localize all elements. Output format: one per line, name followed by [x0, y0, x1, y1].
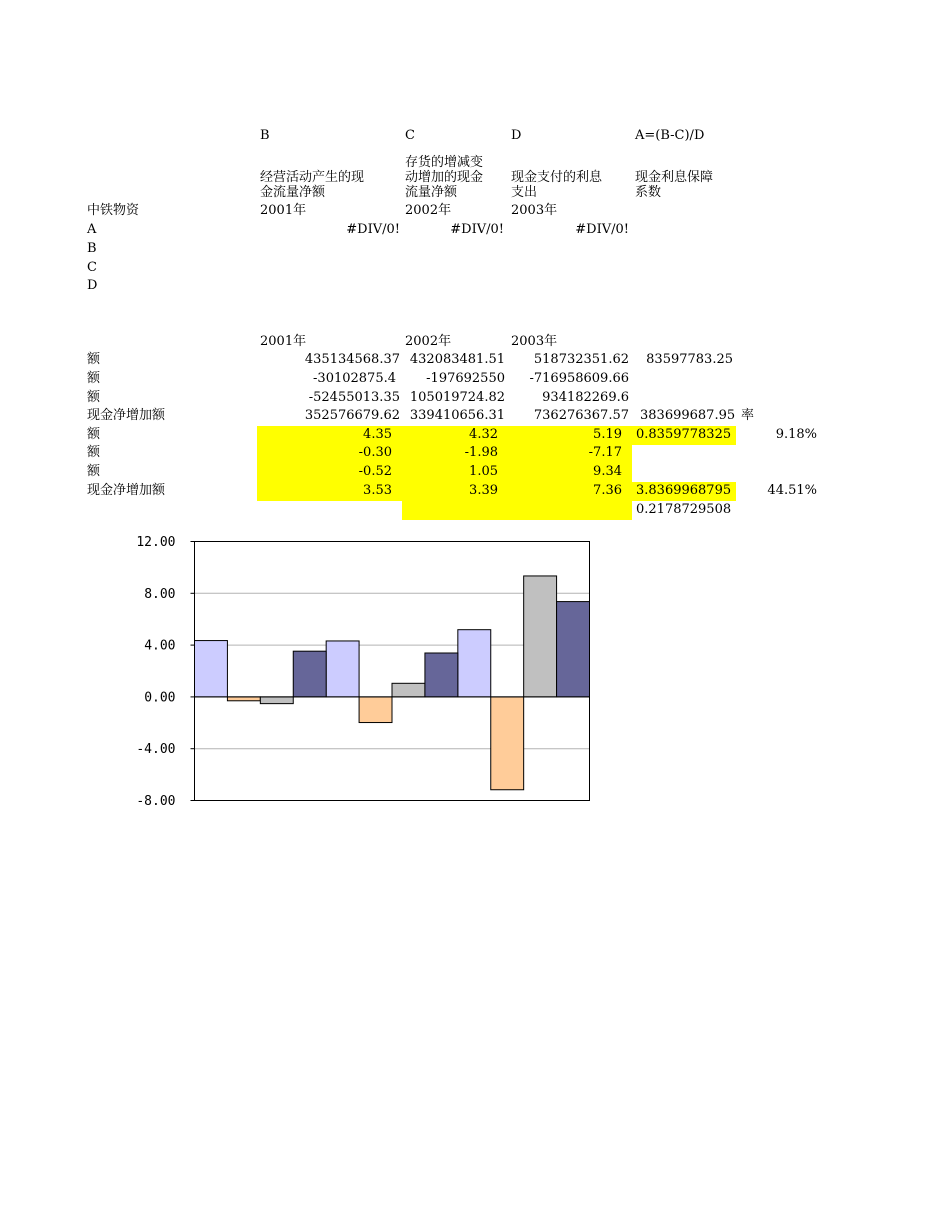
table3-row1-label: 额: [87, 427, 101, 442]
table2-row1-2001: 435134568.37: [304, 352, 400, 367]
row-label-d: D: [87, 278, 98, 293]
col-desc-b: 经营活动产生的现 金流量净额: [260, 170, 365, 200]
table3-row1-2002: 4.32: [469, 427, 498, 442]
row-a-value-2003: #DIV/0!: [575, 222, 629, 237]
table2-row4-2003: 736276367.57: [533, 408, 629, 423]
table3-row3-2002: 1.05: [469, 464, 498, 479]
row-label-c: C: [87, 260, 97, 275]
bar-series-4-2001年: [293, 651, 326, 697]
bar-series-3-2003年: [524, 576, 557, 697]
chart-y-axis: [136, 535, 194, 809]
row-label-b: B: [87, 241, 97, 256]
company-name: 中铁物资: [87, 203, 140, 218]
table2-year-2002: 2002年: [405, 334, 452, 349]
col-desc-c: 存货的增减变 动增加的现金 流量净额: [405, 155, 484, 200]
table3-row4-label: 现金净增加额: [87, 483, 166, 498]
table3-extra-value: 0.2178729508: [636, 502, 732, 517]
table1-year-2001: 2001年: [260, 203, 307, 218]
table2-row4-2002: 339410656.31: [409, 408, 505, 423]
table3-row1-2001: 4.35: [363, 427, 392, 442]
table2-row3-label: 额: [87, 390, 101, 405]
y-tick-label: 8.00: [144, 586, 176, 602]
bar-series-1-2003年: [458, 630, 491, 697]
table2-row2-label: 额: [87, 371, 101, 386]
table2-row4-label: 现金净增加额: [87, 408, 166, 423]
col-letter-c: C: [405, 128, 415, 143]
col-letter-d: D: [511, 128, 522, 143]
y-tick-label: 0.00: [144, 690, 176, 706]
table2-row2-2002: -197692550: [426, 371, 505, 386]
table3-row4-2002: 3.39: [469, 483, 498, 498]
row-a-value-2001: #DIV/0!: [346, 222, 400, 237]
y-tick-label: -8.00: [136, 794, 176, 809]
table3-row3-label: 额: [87, 464, 101, 479]
chart-bars: [195, 576, 590, 790]
row-label-a: A: [87, 222, 97, 237]
table2-row1-2002: 432083481.51: [409, 352, 505, 367]
table3-row4-ratio: 3.8369968795: [636, 483, 732, 498]
bar-series-1-2002年: [326, 641, 359, 697]
table2-row1-label: 额: [87, 352, 101, 367]
table2-row4-2001: 352576679.62: [304, 408, 400, 423]
table3-row1-2003: 5.19: [593, 427, 622, 442]
table2-row2-2003: -716958609.66: [529, 371, 629, 386]
bar-series-1-2001年: [195, 641, 228, 697]
row-a-value-2002: #DIV/0!: [450, 222, 504, 237]
table2-row1-total: 83597783.25: [646, 352, 733, 367]
table2-row2-2001: -30102875.4: [313, 371, 396, 386]
table3-row1-ratio: 0.8359778325: [636, 427, 732, 442]
bar-series-4-2002年: [425, 653, 458, 697]
y-tick-label: 4.00: [144, 638, 176, 654]
y-tick-label: 12.00: [136, 535, 176, 550]
bar-series-2-2003年: [491, 697, 524, 790]
table3-row4-pct: 44.51%: [767, 483, 817, 498]
table1-year-2003: 2003年: [511, 203, 558, 218]
table3-row2-label: 额: [87, 445, 101, 460]
table2-row4-extra: 率: [741, 408, 755, 423]
bar-series-4-2003年: [557, 602, 590, 697]
table2-year-2003: 2003年: [511, 334, 558, 349]
table3-row2-2002: -1.98: [464, 445, 498, 460]
table2-year-2001: 2001年: [260, 334, 307, 349]
bar-series-3-2001年: [260, 697, 293, 704]
table2-row3-2001: -52455013.35: [308, 390, 400, 405]
table3-row3-2003: 9.34: [593, 464, 622, 479]
table2-row1-2003: 518732351.62: [533, 352, 629, 367]
table3-row3-2001: -0.52: [358, 464, 392, 479]
col-letter-a-formula: A=(B-C)/D: [635, 128, 705, 143]
table3-row4-2001: 3.53: [363, 483, 392, 498]
col-letter-b: B: [260, 128, 270, 143]
bar-series-2-2002年: [359, 697, 392, 723]
table2-row3-2002: 105019724.82: [409, 390, 505, 405]
table3-row2-2001: -0.30: [358, 445, 392, 460]
table2-row4-total: 383699687.95: [640, 408, 736, 423]
bar-series-2-2001年: [227, 697, 260, 701]
col-desc-a: 现金利息保障 系数: [635, 170, 714, 200]
table3-row1-pct: 9.18%: [775, 427, 817, 442]
y-tick-label: -4.00: [136, 742, 176, 758]
table3-row2-2003: -7.17: [588, 445, 622, 460]
table3-row4-2003: 7.36: [593, 483, 622, 498]
col-desc-d: 现金支付的利息 支出: [511, 170, 603, 200]
bar-series-3-2002年: [392, 683, 425, 697]
table1-year-2002: 2002年: [405, 203, 452, 218]
table2-row3-2003: 934182269.6: [542, 390, 629, 405]
